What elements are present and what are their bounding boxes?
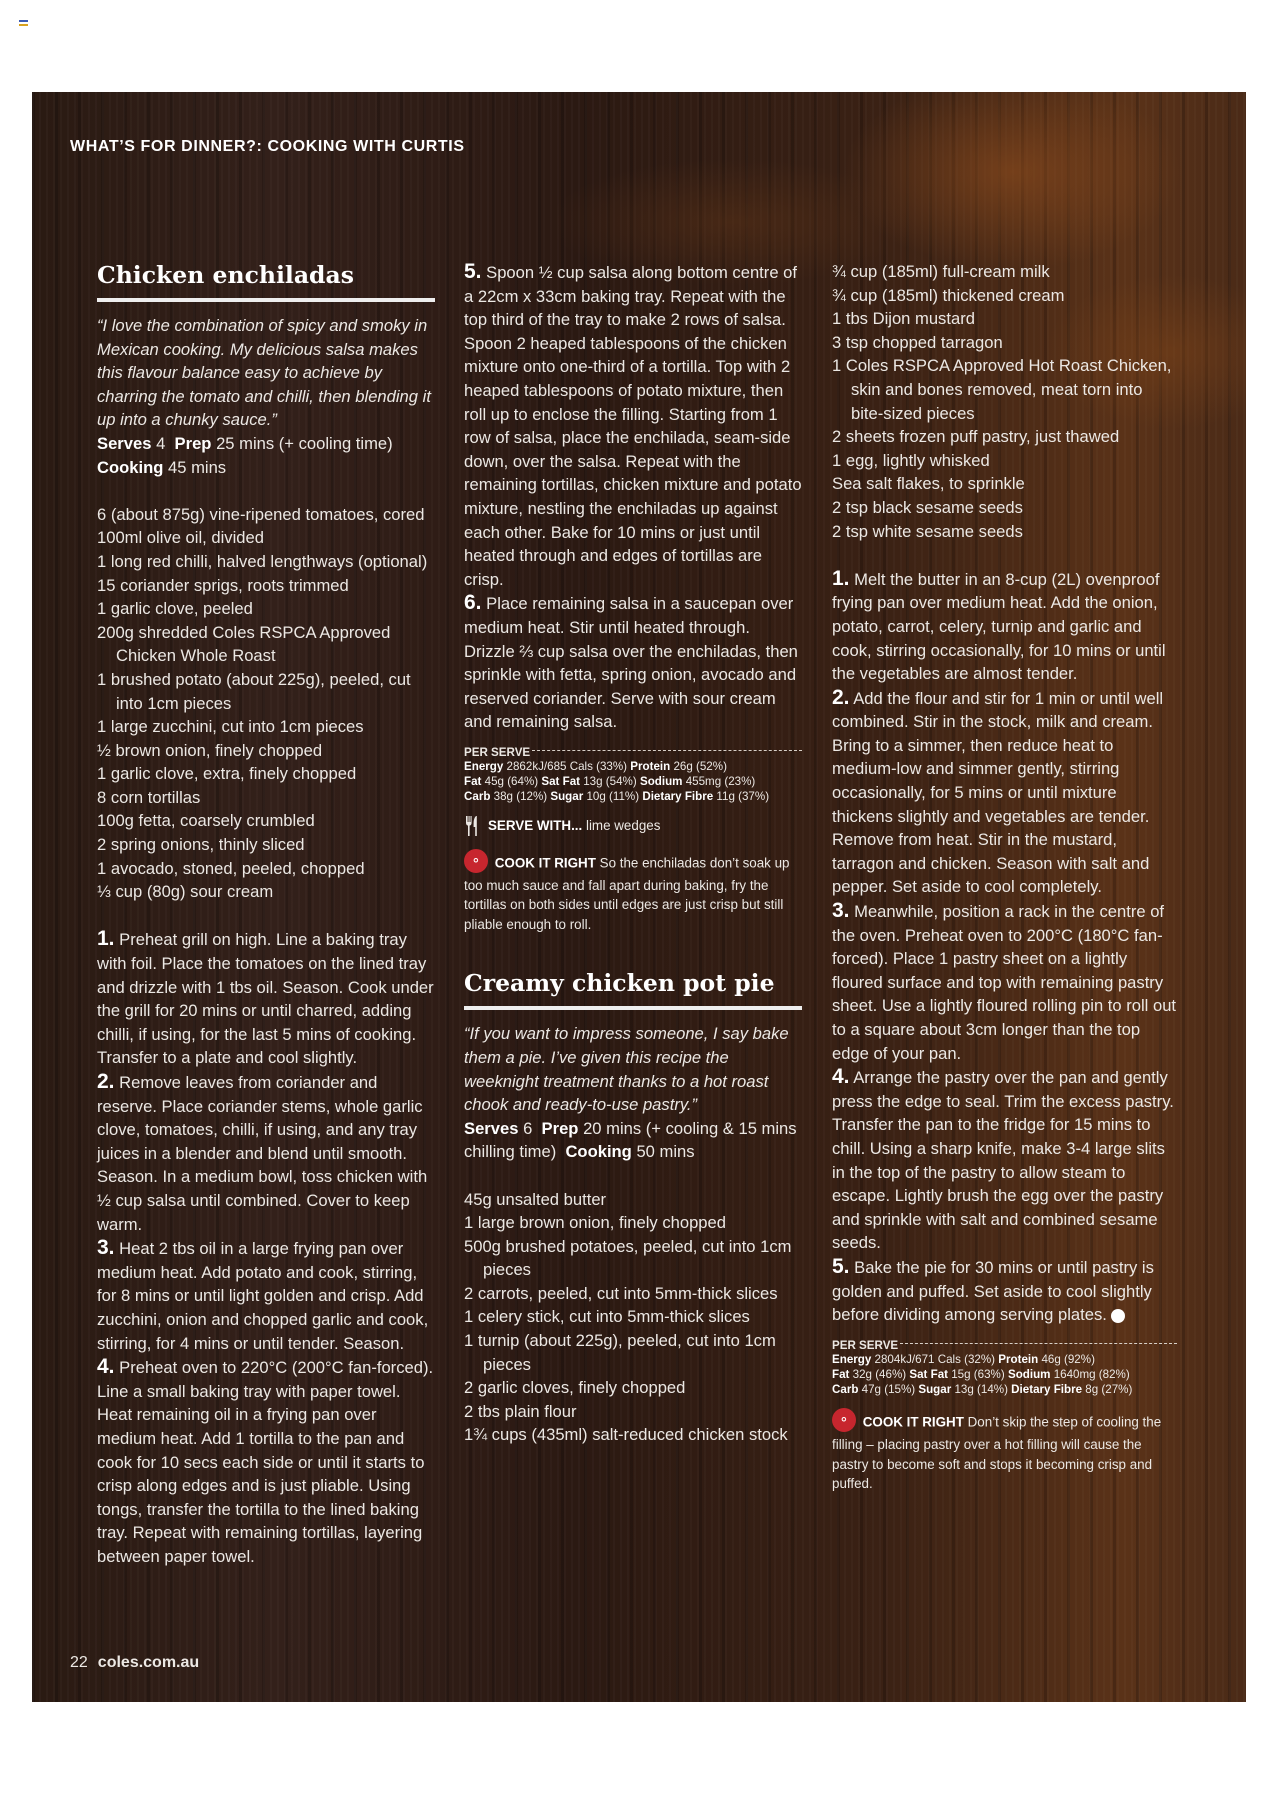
step-number: 3. [832,899,850,923]
ingredient-item: 100ml olive oil, divided [97,528,264,548]
ingredient-item: 100g fetta, coarsely crumbled [97,811,315,831]
recipe-quote: “I love the combination of spicy and smoky in Mexican cooking. My delicious salsa makes this flavour balance easy to achieve by charring the tomato and chilli, then blending it up into a chunky sauce.” [97,316,431,430]
recipe-title: Chicken enchiladas [97,260,435,302]
nutrition-row: Energy 2862kJ/685 Cals (33%) Protein 26g (52%) [464,760,727,774]
ingredient-item: 1 egg, lightly whisked [832,450,990,470]
menu-icon[interactable] [19,20,28,28]
ingredient-item: ¾ cup (185ml) full-cream milk [832,262,1050,281]
ingredient-item: 1 large brown onion, finely chopped [464,1213,726,1233]
page-footer [70,1654,199,1672]
method-step: 1. Preheat grill on high. Line a baking tray with foil. Place the tomatoes on the lined tray and drizzle with 1 tbs oil. Season. Cook under the grill for 20 mins or until charred, adding chilli, if using, for the last 5 mins of cooking. Transfer to a plate and cool slightly. [97,927,434,1068]
ingredient-list [464,1188,802,1448]
method-steps [464,260,802,734]
method-step: 5. Spoon ½ cup salsa along bottom centre of a 22cm x 33cm baking tray. Repeat with the top third of the tray to make 2 rows of salsa. Spoon 2 heaped tablespoons of the chicken mixture onto one-third of a tortilla. Top with 2 heaped tablespoons of potato mixture, then roll up to enclose the filling. Starting from 1 row of salsa, place the enchilada, seam-side down, over the salsa. Repeat with the remaining tortillas, chicken mixture and potato mixture, nestling the enchiladas up against each other. Bake for 10 mins or just until heated through and edges of tortillas are crisp. [464,260,802,589]
fork-knife-icon [464,815,480,837]
ingredient-item: 45g unsalted butter [464,1189,607,1209]
ingredient-list [832,260,1177,543]
ingredient-item: 500g brushed potatoes, peeled, cut into 1cm pieces [464,1236,792,1280]
step-number: 2. [97,1070,115,1093]
ingredient-item: 2 spring onions, thinly sliced [97,835,305,855]
ingredient-item: ½ brown onion, finely chopped [97,740,323,760]
chili-icon: ⚬ [464,849,488,873]
method-step: 3. Meanwhile, position a rack in the centre of the oven. Preheat oven to 200°C (180°C fan-forced). Place 1 pastry sheet on a lightly floured surface and top with remaining pastry sheet. Use a lightly floured rolling pin to roll out to a square about 3cm longer than the top edge of your pan. [832,899,1177,1063]
ingredient-item: 1 large zucchini, cut into 1cm pieces [97,717,364,737]
ingredient-item: 2 tsp black sesame seeds [832,497,1023,517]
method-step: 1. Melt the butter in an 8-cup (2L) ovenproof frying pan over medium heat. Add the onion, potato, carrot, celery, turnip and garlic and cook, stirring occasionally, for 10 mins or until the vegetables are almost tender. [832,566,1166,684]
per-serve-heading: PER SERVE [464,746,802,761]
step-number: 5. [832,1254,850,1278]
nutrition-info [464,746,802,804]
ingredient-item: ¾ cup (185ml) thickened cream [832,285,1065,305]
page-number: 22 [70,1654,88,1671]
ingredient-item: 8 corn tortillas [97,787,201,807]
column-3 [832,260,1177,1494]
step-number: 2. [832,685,850,709]
recipe-meta: Serves 4 Prep 25 mins (+ cooling time) Cooking 45 mins [97,433,393,477]
nutrition-row: Carb 38g (12%) Sugar 10g (11%) Dietary Fibre 11g (37%) [464,789,770,803]
ingredient-item: 2 garlic cloves, finely chopped [464,1378,686,1398]
ingredient-item: 1 celery stick, cut into 5mm-thick slices [464,1307,750,1327]
step-number: 1. [832,566,850,590]
method-step: 6. Place remaining salsa in a saucepan over medium heat. Stir until heated through. Drizzle ⅔ cup salsa over the enchiladas, then sprinkle with fetta, spring onion, avocado and reserved coriander. Serve with sour cream and remaining salsa. [464,591,798,732]
recipe-quote: “If you want to impress someone, I say bake them a pie. I’ve given this recipe the weeknight treatment thanks to a hot roast chook and ready-to-use pastry.” [464,1024,789,1115]
magazine-page [32,92,1246,1702]
ingredient-item: 1 garlic clove, peeled [97,599,253,619]
ingredient-item: 2 carrots, peeled, cut into 5mm-thick slices [464,1283,778,1303]
ingredient-item: 2 tsp white sesame seeds [832,521,1023,541]
ingredient-item: 1 turnip (about 225g), peeled, cut into 1cm pieces [464,1331,776,1374]
method-step: 2. Remove leaves from coriander and reserve. Place coriander stems, whole garlic clove, tomatoes, chilli, if using, and any tray juices in a blender and blend until smooth. Season. In a medium bowl, toss chicken with ½ cup salsa until combined. Cover to keep warm. [97,1070,428,1234]
step-number: 1. [97,927,115,951]
nutrition-row: Fat 45g (64%) Sat Fat 13g (54%) Sodium 455mg (23%) [464,775,756,789]
ingredient-item: 1 garlic clove, extra, finely chopped [97,764,357,784]
ingredient-item: Sea salt flakes, to sprinkle [832,474,1025,494]
section-header: WHAT’S FOR DINNER?: COOKING WITH CURTIS [70,138,465,155]
ingredient-item: 15 coriander sprigs, roots trimmed [97,575,349,595]
method-step: 2. Add the flour and stir for 1 min or until well combined. Stir in the stock, milk and cream. Bring to a simmer, then reduce heat to medium-low and simmer gently, stirring occasionally, for 5 mins or until mixture thickens slightly and vegetables are tender. Remove from heat. Stir in the mustard, tarragon and chicken. Season with salt and pepper. Set aside to cool completely. [832,685,1164,897]
cook-it-right-tip: ⚬ COOK IT RIGHT So the enchiladas don’t soak up too much sauce and fall apart during baking, fry the tortillas on both sides until edges are just crisp but still pliable enough to roll. [464,852,802,935]
method-step: 5. Bake the pie for 30 mins or until pastry is golden and puffed. Set aside to cool slightly before dividing among serving plates. [832,1254,1154,1325]
method-step: 3. Heat 2 tbs oil in a large frying pan over medium heat. Add potato and cook, stirring, for 8 mins or until light golden and crisp. Add zucchini, onion and chopped garlic and cook, stirring, for 4 mins or until tender. Season. [97,1236,429,1353]
ingredient-item: 1 avocado, stoned, peeled, chopped [97,858,365,878]
method-steps [832,567,1177,1327]
nutrition-row: Energy 2804kJ/671 Cals (32%) Protein 46g (92%) [832,1353,1095,1367]
column-2 [464,260,802,1447]
serve-with: SERVE WITH... lime wedges [464,814,802,838]
nutrition-row: Fat 32g (46%) Sat Fat 15g (63%) Sodium 1640mg (82%) [832,1367,1130,1381]
step-number: 5. [464,260,482,283]
ingredient-list [97,503,435,904]
step-number: 4. [832,1065,850,1089]
ingredient-item: 200g shredded Coles RSPCA Approved Chicken Whole Roast [97,622,391,666]
per-serve-heading: PER SERVE [832,1339,1177,1354]
nutrition-row: Carb 47g (15%) Sugar 13g (14%) Dietary Fibre 8g (27%) [832,1382,1133,1396]
site-link[interactable]: coles.com.au [97,1654,200,1671]
recipe-meta: Serves 6 Prep 20 mins (+ cooling & 15 mins chilling time) Cooking 50 mins [464,1118,797,1162]
step-number: 4. [97,1355,115,1379]
ingredient-item: 3 tsp chopped tarragon [832,332,1003,352]
method-step: 4. Arrange the pastry over the pan and gently press the edge to seal. Trim the excess pastry. Transfer the pan to the fridge for 15 mins to chill. Using a sharp knife, make 3-4 large slits in the top of the pastry to allow steam to escape. Lightly brush the egg over the pastry and sprinkle with salt and combined sesame seeds. [832,1065,1174,1253]
step-number: 3. [97,1236,115,1260]
ingredient-item: 2 tbs plain flour [464,1401,577,1421]
method-step: 4. Preheat oven to 220°C (200°C fan-forced). Line a small baking tray with paper towel. Heat remaining oil in a frying pan over medium heat. Add 1 tortilla to the pan and cook for 10 secs each side or until it starts to crisp along edges and is just pliable. Using tongs, transfer the tortilla to the lined baking tray. Repeat with remaining tortillas, layering between paper towel. [97,1355,434,1566]
ingredient-item: ⅓ cup (80g) sour cream [97,882,274,902]
method-steps [97,927,435,1568]
recipe-title: Creamy chicken pot pie [464,968,802,1010]
chili-icon: ⚬ [832,1408,856,1432]
ingredient-item: 1 long red chilli, halved lengthways (optional) [97,551,428,571]
ingredient-item: 2 sheets frozen puff pastry, just thawed [832,427,1120,447]
end-mark-icon [1111,1309,1125,1323]
ingredient-item: 1 Coles RSPCA Approved Hot Roast Chicken, skin and bones removed, meat torn into bite-sized pieces [832,356,1172,423]
nutrition-info [832,1339,1177,1397]
column-1 [97,260,435,1568]
ingredient-item: 1 brushed potato (about 225g), peeled, cut into 1cm pieces [97,669,411,713]
step-number: 6. [464,591,482,615]
ingredient-item: 1 tbs Dijon mustard [832,309,975,329]
ingredient-item: 6 (about 875g) vine-ripened tomatoes, cored [97,504,425,524]
cook-it-right-tip: ⚬ COOK IT RIGHT Don’t skip the step of cooling the filling – placing pastry over a hot filling will cause the pastry to become soft and stops it becoming crisp and puffed. [832,1411,1177,1494]
ingredient-item: 1¾ cups (435ml) salt-reduced chicken stock [464,1425,788,1445]
